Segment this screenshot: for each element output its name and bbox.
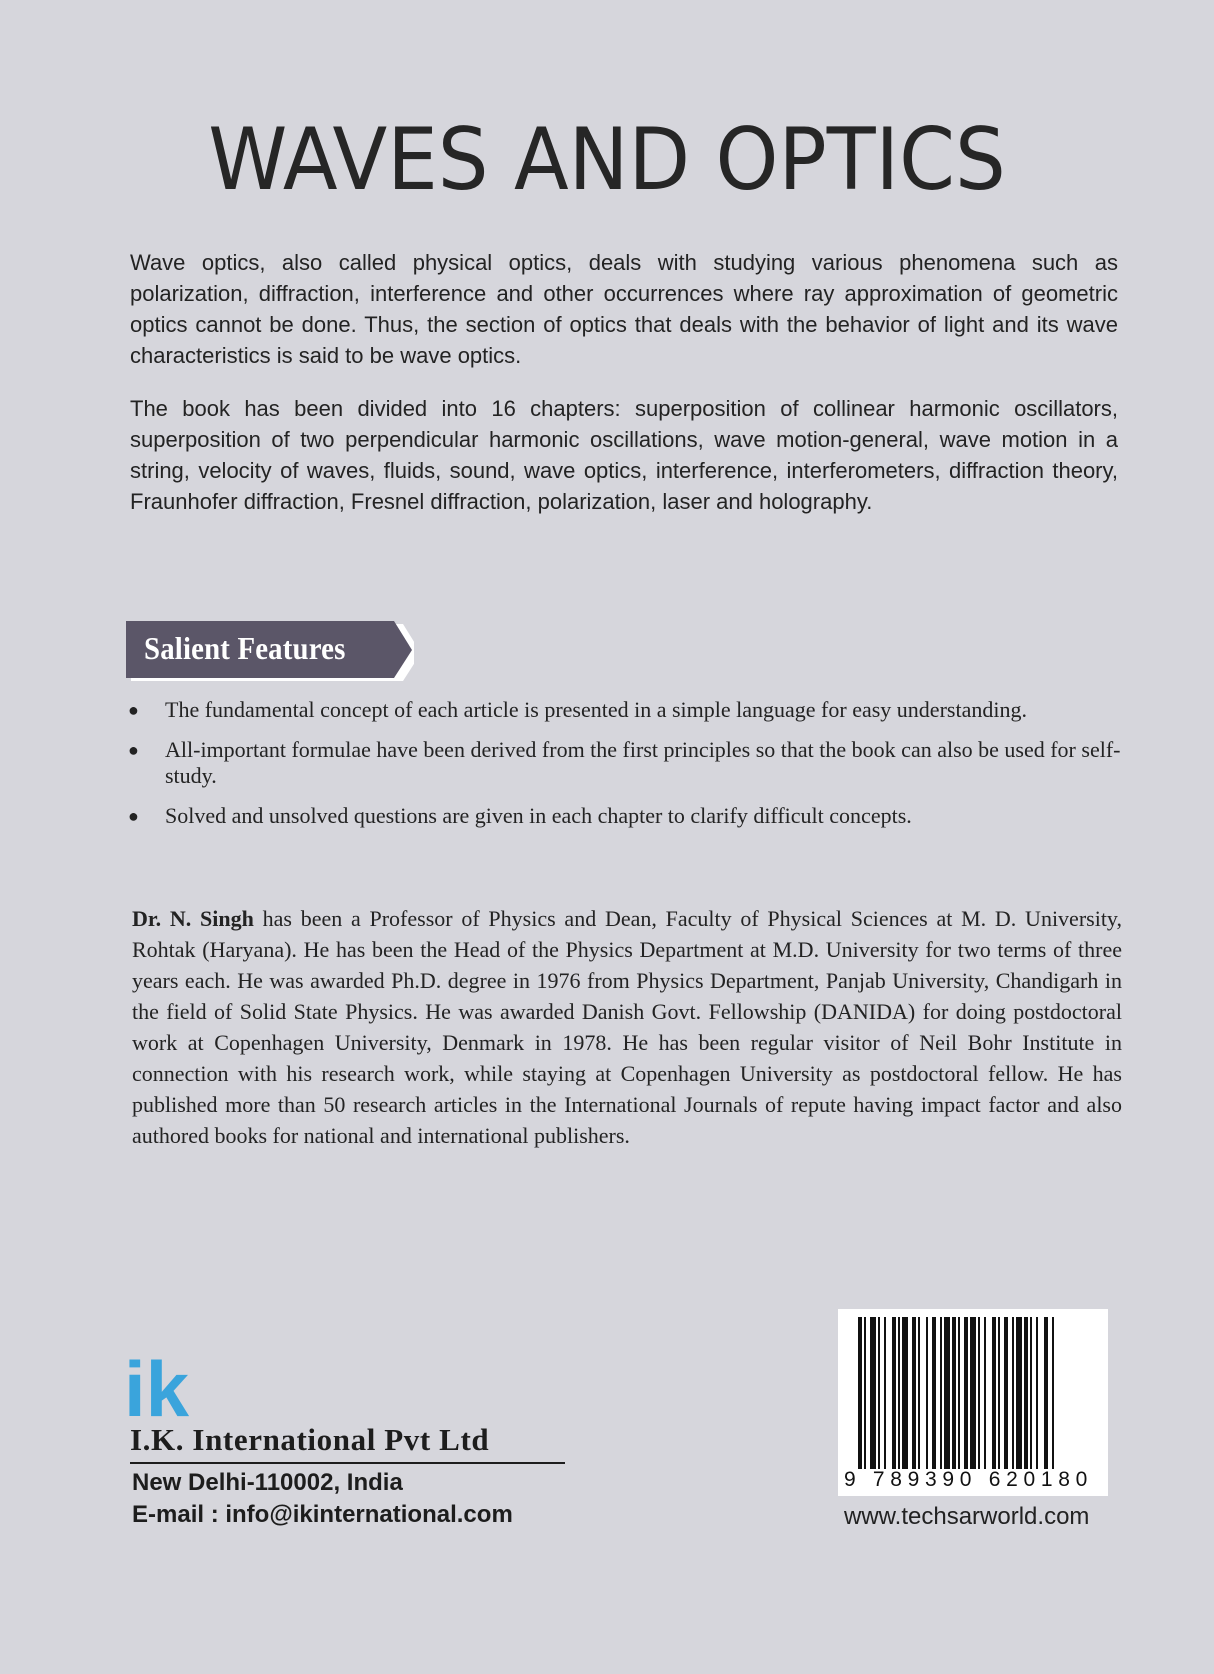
barcode-bar <box>932 1317 936 1469</box>
barcode-bar <box>1052 1317 1054 1469</box>
publisher-logo-icon <box>124 1336 204 1422</box>
author-name: Dr. N. Singh <box>132 906 254 931</box>
barcode-bar <box>978 1317 980 1469</box>
intro-paragraph-1: Wave optics, also called physical optics, deals with studying various phenomena such as polarization, diffraction, interference and other occurrences where ray approximation of geometric optics cannot be done. Thus, the section of optics that deals with the behavior of light and its wave characteristics is said to be wave optics. <box>130 250 1118 368</box>
feature-item: ● Solved and unsolved questions are given in each chapter to clarify difficult concepts. <box>128 803 912 828</box>
barcode-bar <box>998 1317 1000 1469</box>
barcode-bar <box>918 1317 920 1469</box>
barcode-bar <box>864 1317 866 1469</box>
barcode-bar <box>1030 1317 1032 1469</box>
website-url: www.techsarworld.com <box>844 1503 1090 1530</box>
barcode-bar <box>902 1317 908 1469</box>
barcode-bar <box>884 1317 886 1469</box>
barcode-bar <box>870 1317 876 1469</box>
barcode-bar <box>1012 1317 1014 1469</box>
barcode-bar <box>970 1317 976 1469</box>
barcode-bar <box>958 1317 960 1469</box>
barcode-bar <box>952 1317 956 1469</box>
author-bio <box>132 903 1122 1151</box>
publisher-address: New Delhi-110002, India <box>132 1469 403 1496</box>
logo-text: ik <box>124 1345 190 1422</box>
barcode-bar <box>878 1317 880 1469</box>
intro-paragraph-2: The book has been divided into 16 chapters: superposition of collinear harmonic oscillators, superposition of two perpendicular harmonic oscillations, wave motion-general, wave motion in a string, velocity of waves, fluids, sound, wave optics, interference, interferometers, diffraction theory, Fraunhofer diffraction, Fresnel diffraction, polarization, laser and holography. <box>130 396 1118 514</box>
publisher-underline <box>130 1462 565 1464</box>
barcode-bar <box>898 1317 900 1469</box>
barcode-bar <box>892 1317 896 1469</box>
barcode-bar <box>984 1317 986 1469</box>
barcode-bar <box>1016 1317 1022 1469</box>
feature-item: ● The fundamental concept of each article is presented in a simple language for easy understanding. <box>128 697 1027 722</box>
features-list <box>128 697 1122 843</box>
barcode-bar <box>912 1317 916 1469</box>
feature-item: ● All-important formulae have been derived from the first principles so that the book can also be used for self-study. <box>128 737 1121 788</box>
barcode-bar <box>926 1317 928 1469</box>
isbn-barcode <box>838 1309 1108 1496</box>
author-bio-text: has been a Professor of Physics and Dean, Faculty of Physical Sciences at M. D. University, Rohtak (Haryana). He has been the Head of the Physics Department at M.D. University for two terms of three years each. He was awarded Ph.D. degree in 1976 from Physics Department, Panjab University, Chandigarh in the field of Solid State Physics. He was awarded Danish Govt. Fellowship (DANIDA) for doing postdoctoral work at Copenhagen University, Denmark in 1978. He has been regular visitor of Neil Bohr Institute in connection with his research work, while staying at Copenhagen University as postdoctoral fellow. He has published more than 50 research articles in the International Journals of repute having impact factor and also authored books for national and international publishers. <box>132 906 1123 1148</box>
barcode-bar <box>944 1317 950 1469</box>
bullet-icon: ● <box>128 740 139 760</box>
barcode-bar <box>992 1317 996 1469</box>
bullet-icon: ● <box>128 700 139 720</box>
barcode-bar <box>1044 1317 1048 1469</box>
book-title: WAVES AND OPTICS <box>208 110 1006 210</box>
barcode-bar <box>964 1317 968 1469</box>
barcode-bar <box>858 1317 862 1469</box>
barcode-bar <box>1004 1317 1008 1469</box>
barcode-bar <box>1036 1317 1038 1469</box>
salient-features-banner <box>126 621 414 681</box>
barcode-bar <box>940 1317 942 1469</box>
publisher-name: I.K. International Pvt Ltd <box>130 1422 490 1457</box>
barcode-digits: 9 789390 620180 <box>844 1468 1093 1491</box>
bullet-icon: ● <box>128 806 139 826</box>
salient-features-heading: Salient Features <box>144 630 346 666</box>
barcode-bar <box>1024 1317 1028 1469</box>
publisher-email: E-mail : info@ikinternational.com <box>132 1501 513 1528</box>
barcode-bars <box>838 1309 1108 1469</box>
